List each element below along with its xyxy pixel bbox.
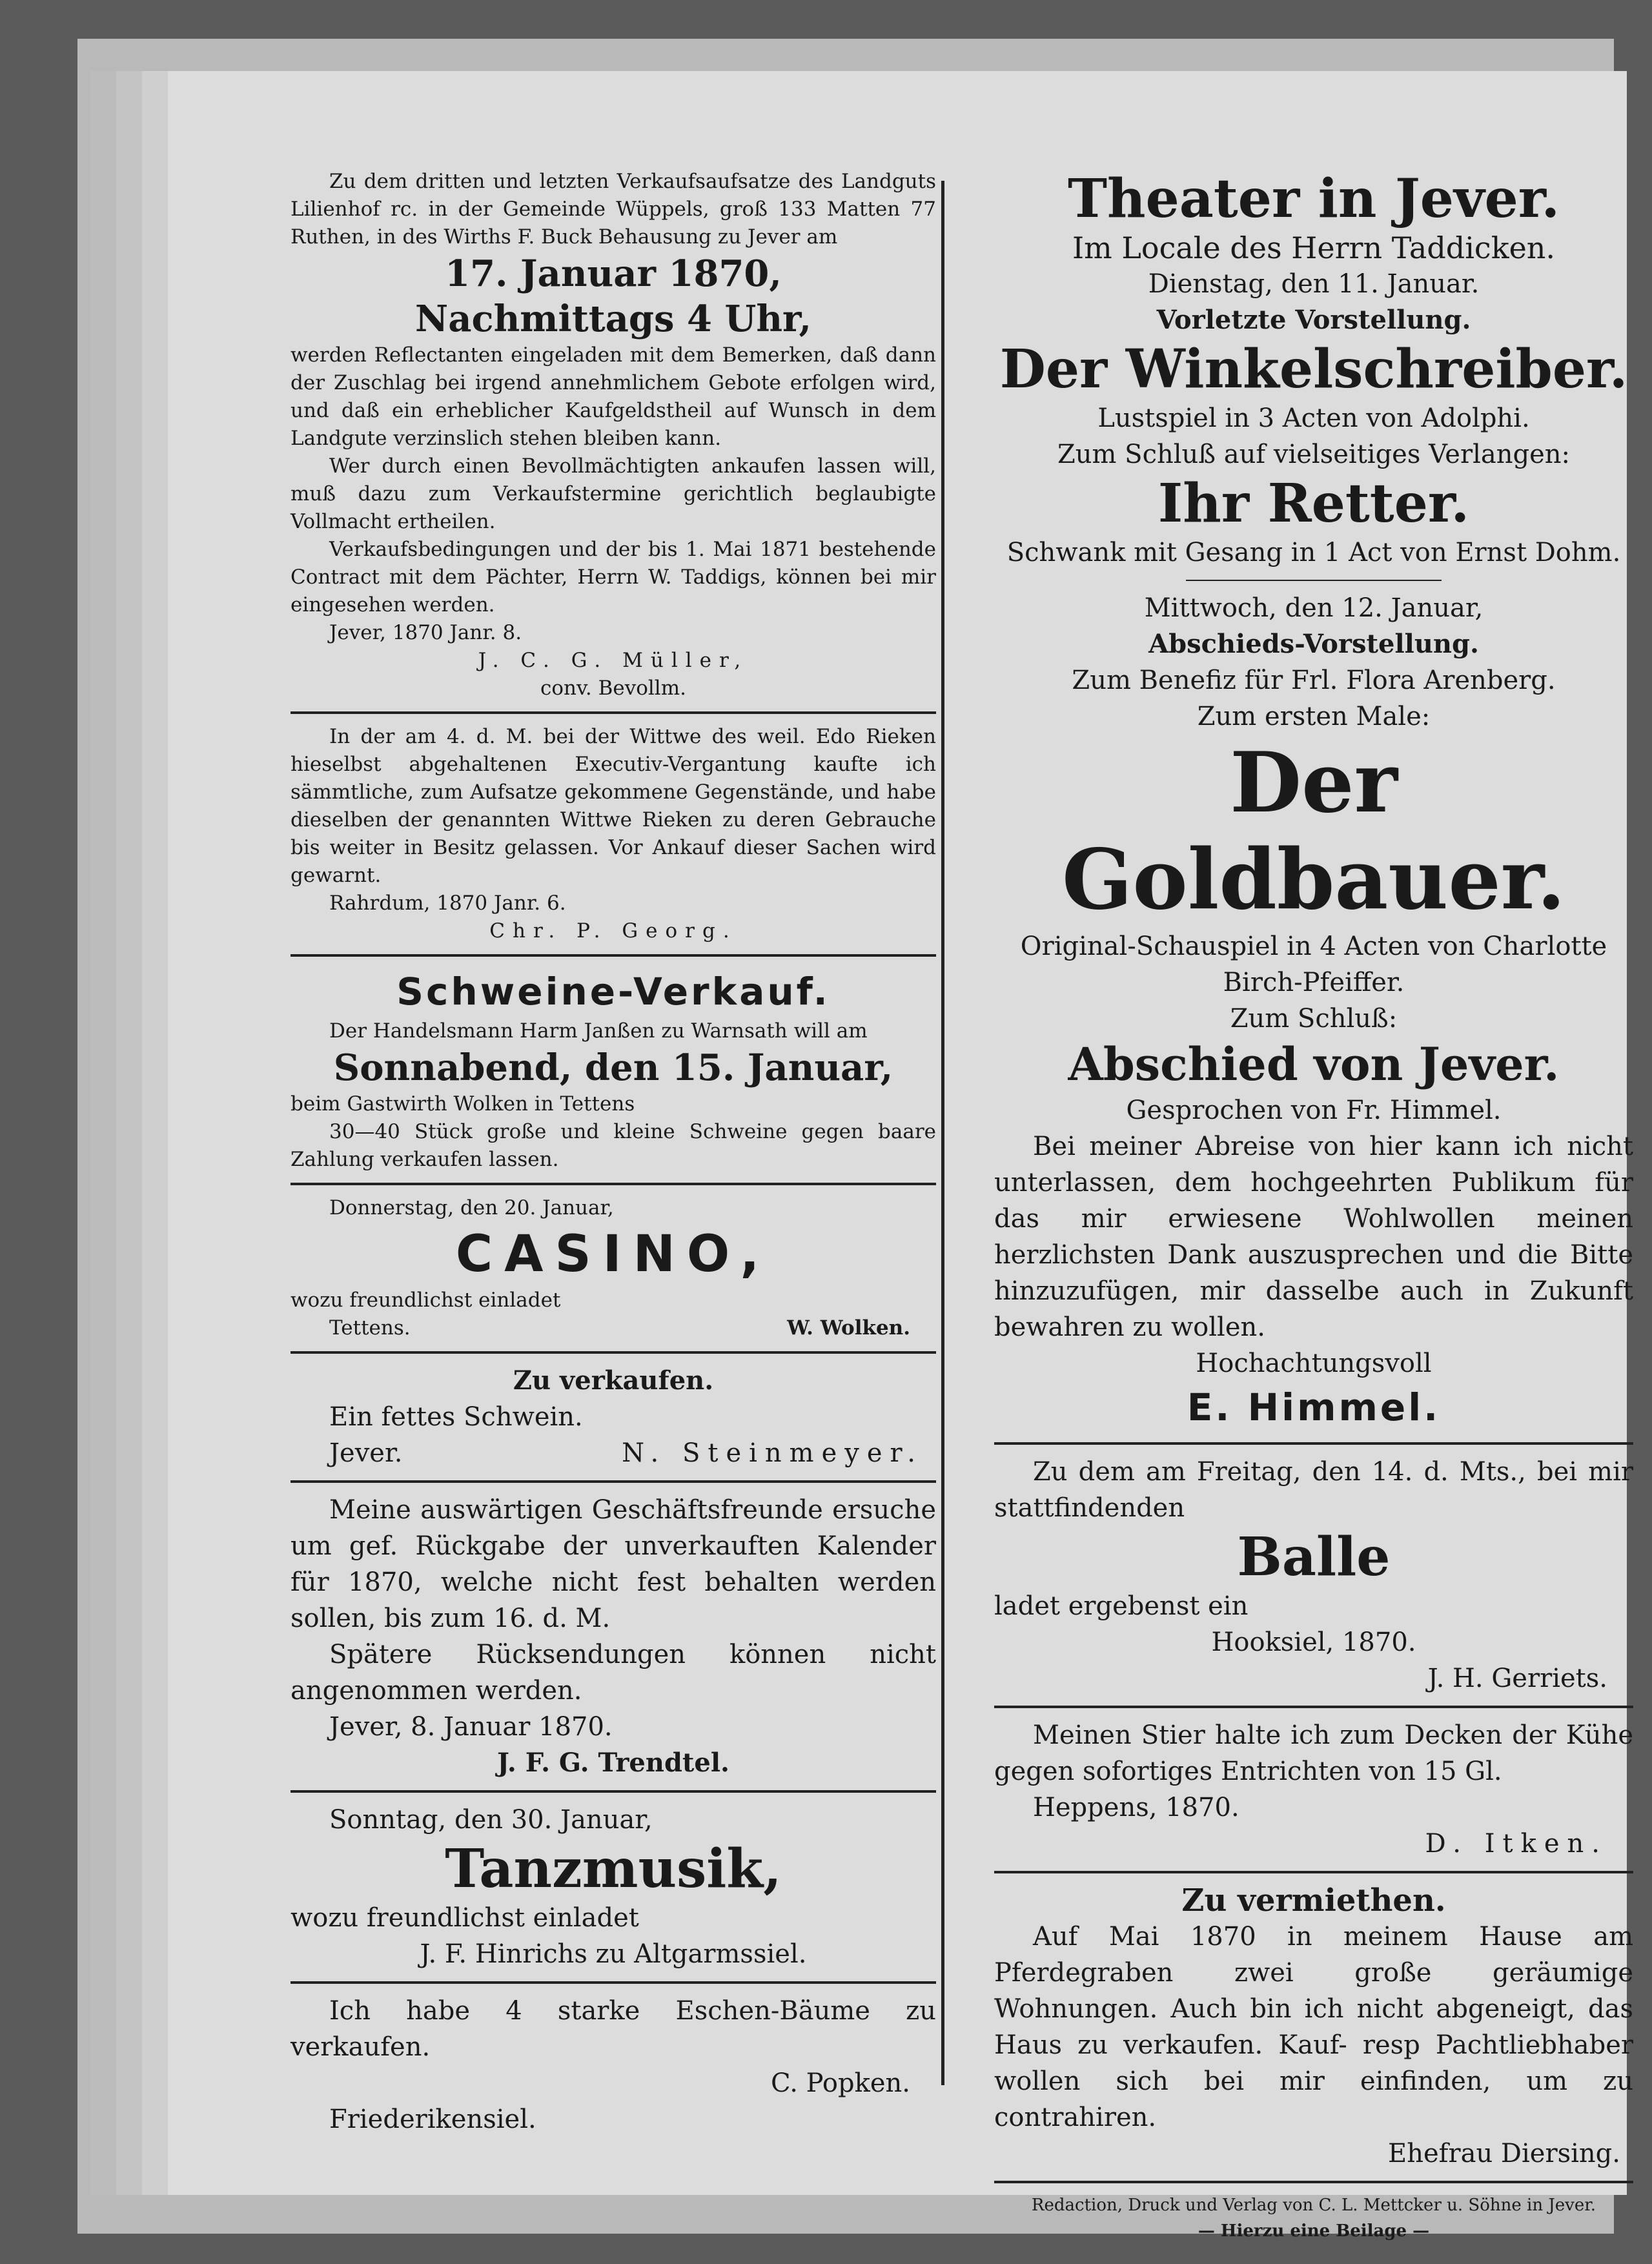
ad-vergantung-text: In der am 4. d. M. bei der Wittwe des weil. Edo Rieken hieselbst abgehaltenen Executiv-Vergantung kaufte ich sämmtliche, zum Aufsatze gekommene Gegenstände, und habe dieselben der genannten Wittwe Rieken zu deren Gebrauche bis weiter in Besitz gelassen. Vor Ankauf dieser Sachen wird gewarnt. (291, 725, 936, 887)
ad-eschen (291, 1993, 936, 2137)
theater-spoken: Gesprochen von Fr. Himmel. (1126, 1096, 1502, 1125)
ad-kalender-place: Jever, 8. Januar 1870. (329, 1712, 613, 1742)
theater-performance2: Abschieds-Vorstellung. (1148, 629, 1479, 659)
ad-casino-signature: W. Wolken. (787, 1316, 910, 1340)
ad-landgut-signature-title: conv. Bevollm. (540, 677, 686, 700)
ad-schweine-intro: Der Handelsmann Harm Janßen zu Warnsath will am (329, 1019, 868, 1043)
ad-landgut-time: Nachmittags 4 Uhr, (415, 298, 811, 340)
ad-stier (994, 1717, 1633, 1862)
theater-regards: Hochachtungsvoll (1196, 1349, 1432, 1378)
theater-title: Theater in Jever. (1067, 168, 1560, 230)
stier-signature: D. Itken. (1425, 1829, 1607, 1859)
separator (994, 1871, 1633, 1873)
theater-venue: Im Locale des Herrn Taddicken. (1072, 230, 1556, 265)
ad-verkaufen-text: Ein fettes Schwein. (329, 1402, 583, 1432)
ad-kalender-text: Meine auswärtigen Geschäftsfreunde ersuche um gef. Rückgabe der unverkauften Kalender für 1870, welche nicht fest behalten werden sollen, bis zum 16. d. M. (291, 1495, 936, 1633)
ad-vergantung-place: Rahrdum, 1870 Janr. 6. (329, 892, 566, 915)
ad-eschen-place: Friederikensiel. (329, 2105, 536, 2134)
separator (1186, 580, 1442, 581)
ad-tanzmusik-text: wozu freundlichst einladet (291, 1903, 639, 1933)
rent-title: Zu vermiethen. (1181, 1882, 1446, 1919)
separator (994, 1706, 1633, 1708)
ad-theater (994, 168, 1633, 1433)
left-column (291, 168, 936, 2137)
ad-verkaufen-title: Zu verkaufen. (513, 1365, 714, 1396)
ad-schweine-text: 30—40 Stück große und kleine Schweine gegen baare Zahlung verkaufen lassen. (291, 1120, 936, 1171)
ad-casino-date: Donnerstag, den 20. Januar, (329, 1196, 614, 1219)
ad-kalender-signature: J. F. G. Trendtel. (497, 1748, 729, 1778)
ad-ball (994, 1454, 1633, 1697)
separator (291, 1480, 936, 1483)
ad-landgut-place: Jever, 1870 Janr. 8. (329, 621, 522, 644)
theater-first: Zum ersten Male: (1197, 702, 1431, 731)
ad-tanzmusik-signature: J. F. Hinrichs zu Altgarmssiel. (420, 1939, 807, 1969)
theater-performance1: Vorletzte Vorstellung. (1156, 305, 1471, 335)
ad-vermiethen (994, 1882, 1633, 2172)
ad-schweine-date: Sonnabend, den 15. Januar, (333, 1046, 893, 1089)
ad-verkaufen-footer (291, 1435, 936, 1471)
ad-casino-place: Tettens. (329, 1316, 411, 1340)
ball-place: Hooksiel, 1870. (1211, 1627, 1416, 1657)
ad-eschen-text: Ich habe 4 starke Eschen-Bäume zu verkaufen. (291, 1996, 936, 2062)
ad-landgut-text: werden Reflectanten eingeladen mit dem Bemerken, daß dann der Zuschlag bei irgend annehmlichem Gebote erfolgen wird, und daß ein erheblicher Kaufgeldstheil auf Wunsch in dem Landgute verzinslich stehen bleiben kann. (291, 343, 936, 450)
separator (291, 954, 936, 957)
theater-play4: Abschied von Jever. (1068, 1037, 1560, 1091)
stier-place: Heppens, 1870. (1033, 1793, 1239, 1822)
separator (291, 1981, 936, 1984)
ad-landgut (291, 168, 936, 702)
ball-signature: J. H. Gerriets. (1427, 1664, 1607, 1693)
footer-supplement: — Hierzu eine Beilage — (1198, 2221, 1430, 2241)
ad-schweine-title: Schweine-Verkauf. (396, 970, 830, 1014)
theater-date2: Mittwoch, den 12. Januar, (1144, 593, 1484, 623)
ad-landgut-signature: J. C. G. Müller, (478, 649, 749, 672)
separator (291, 1183, 936, 1185)
page-footer (994, 2192, 1633, 2244)
ad-schweine-location: beim Gastwirth Wolken in Tettens (291, 1092, 635, 1116)
ball-invite: ladet ergebenst ein (994, 1591, 1249, 1621)
ad-verkaufen-signature: N. Steinmeyer. (622, 1438, 923, 1468)
theater-play2: Ihr Retter. (1157, 473, 1470, 535)
ad-tanzmusik-date: Sonntag, den 30. Januar, (329, 1805, 653, 1835)
stier-text: Meinen Stier halte ich zum Decken der Kühe gegen sofortiges Entrichten von 15 Gl. (994, 1720, 1633, 1786)
ad-verkaufen-place: Jever. (329, 1438, 403, 1468)
ad-landgut-proxy: Wer durch einen Bevollmächtigten ankaufen lassen will, muß dazu zum Verkaufstermine gerichtlich beglaubigte Vollmacht ertheilen. (291, 454, 936, 533)
rent-signature: Ehefrau Diersing. (1388, 2139, 1620, 2168)
theater-play3: Der Goldbauer. (1062, 735, 1565, 928)
separator (291, 1351, 936, 1354)
ad-kalender-note: Spätere Rücksendungen können nicht angenommen werden. (291, 1640, 936, 1706)
theater-line1: Zum Schluß auf vielseitiges Verlangen: (1057, 440, 1571, 469)
ad-casino-footer (291, 1314, 936, 1342)
ball-intro: Zu dem am Freitag, den 14. d. Mts., bei mir stattfindenden (994, 1457, 1633, 1523)
ad-casino-title: CASINO, (455, 1225, 771, 1283)
theater-end: Zum Schluß: (1230, 1004, 1398, 1034)
footer-imprint: Redaction, Druck und Verlag von C. L. Mettcker u. Söhne in Jever. (1031, 2196, 1596, 2215)
ad-landgut-conditions: Verkaufsbedingungen und der bis 1. Mai 1871 bestehende Contract mit dem Pächter, Herrn W. Taddigs, können bei mir eingesehen werden. (291, 538, 936, 617)
ad-casino-text: wozu freundlichst einladet (291, 1289, 561, 1312)
theater-date1: Dienstag, den 11. Januar. (1148, 269, 1480, 299)
theater-signature: E. Himmel. (1187, 1385, 1441, 1429)
ad-tanzmusik-title: Tanzmusik, (445, 1838, 782, 1900)
separator (994, 2181, 1633, 2183)
separator (291, 1790, 936, 1793)
ad-kalender (291, 1492, 936, 1781)
ad-landgut-date: 17. Januar 1870, (445, 252, 782, 295)
theater-play3-desc: Original-Schauspiel in 4 Acten von Charlotte Birch-Pfeiffer. (1020, 932, 1607, 997)
theater-play2-desc: Schwank mit Gesang in 1 Act von Ernst Dohm. (1006, 538, 1621, 567)
ad-eschen-signature: C. Popken. (771, 2068, 910, 2098)
ad-verkaufen (291, 1363, 936, 1471)
separator (291, 711, 936, 714)
theater-benefit: Zum Benefiz für Frl. Flora Arenberg. (1072, 666, 1556, 695)
theater-play1-desc: Lustspiel in 3 Acten von Adolphi. (1097, 403, 1530, 433)
ad-vergantung-signature: Chr. P. Georg. (489, 919, 737, 943)
theater-farewell: Bei meiner Abreise von hier kann ich nicht unterlassen, dem hochgeehrten Publikum für das mir erwiesene Wohlwollen meinen herzlichsten Dank auszusprechen und die Bitte hinzuzufügen, mir dasselbe auch in Zukunft bewahren zu wollen. (994, 1132, 1633, 1342)
separator (994, 1442, 1633, 1445)
ad-landgut-intro: Zu dem dritten und letzten Verkaufsaufsatze des Landguts Lilienhof rc. in der Gemeinde Wüppels, groß 133 Matten 77 Ruthen, in des Wirths F. Buck Behausung zu Jever am (291, 170, 936, 249)
ad-vergantung (291, 723, 936, 945)
rent-text: Auf Mai 1870 in meinem Hause am Pferdegraben zwei große geräumige Wohnungen. Auch bin ich nicht abgeneigt, das Haus zu verkaufen. Kauf- resp Pachtliebhaber wollen sich bei mir einfinden, um zu contrahiren. (994, 1922, 1633, 2132)
newspaper-page (168, 71, 1633, 2241)
ad-casino (291, 1194, 936, 1342)
right-column (994, 168, 1633, 2244)
column-divider (941, 181, 944, 2085)
ball-title: Balle (1237, 1526, 1391, 1588)
theater-play1: Der Winkelschreiber. (999, 338, 1628, 400)
ad-schweine (291, 966, 936, 1174)
ad-tanzmusik (291, 1802, 936, 1972)
